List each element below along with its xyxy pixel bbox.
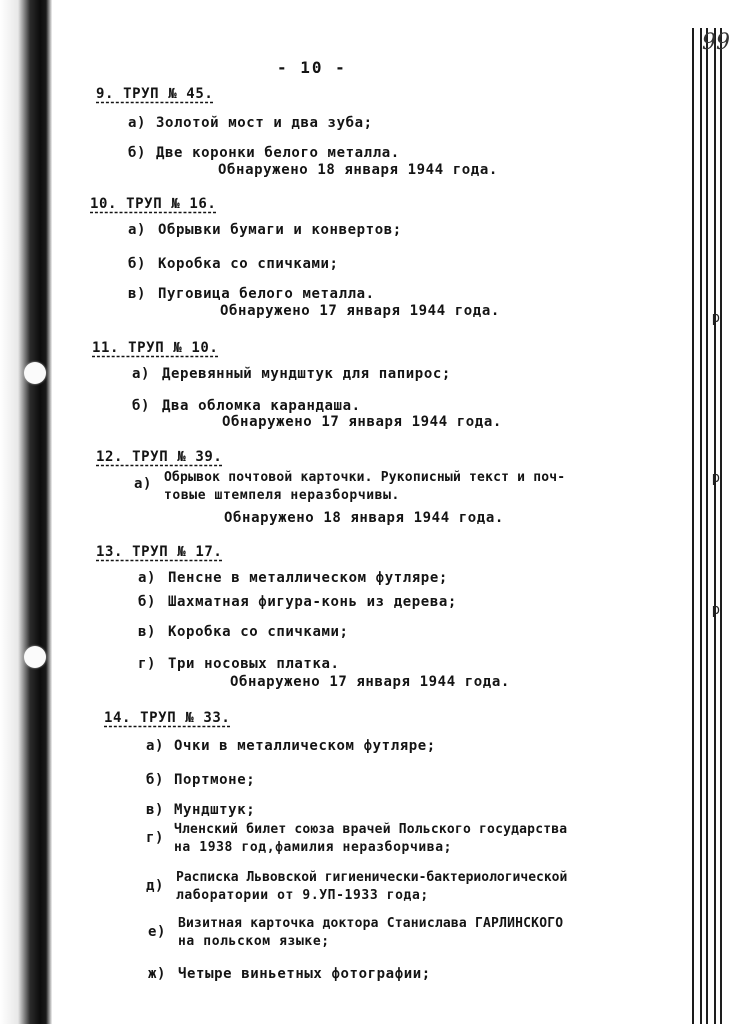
item-text: Шахматная фигура-конь из дерева;	[168, 594, 457, 610]
found-date: Обнаружено 18 января 1944 года.	[218, 162, 498, 178]
item-label: б)	[132, 398, 151, 414]
item-text: Пенсне в металлическом футляре;	[168, 570, 448, 586]
item-label: б)	[138, 594, 157, 610]
found-date: Обнаружено 17 января 1944 года.	[230, 674, 510, 690]
item-label: е)	[148, 924, 167, 940]
item-text: Четыре виньетных фотографии;	[178, 966, 431, 982]
item-label: г)	[146, 830, 165, 846]
item-text: Обрывок почтовой карточки. Рукописный текст и поч-	[164, 470, 566, 485]
item-text: Коробка со спичками;	[158, 256, 339, 272]
edge-mark: р	[711, 470, 720, 486]
item-text: Коробка со спичками;	[168, 624, 349, 640]
item-text-continued: на польском языке;	[178, 934, 330, 949]
found-date: Обнаружено 17 января 1944 года.	[222, 414, 502, 430]
item-text: Портмоне;	[174, 772, 256, 788]
archive-page-number: 99	[702, 30, 730, 55]
item-text: Обрывки бумаги и конвертов;	[158, 222, 402, 238]
item-label: а)	[146, 738, 165, 754]
item-label: а)	[138, 570, 157, 586]
item-label: б)	[128, 256, 147, 272]
item-label: а)	[132, 366, 151, 382]
item-label: в)	[138, 624, 157, 640]
item-text: Два обломка карандаша.	[162, 398, 361, 414]
item-text-continued: лаборатории от 9.УП-1933 года;	[176, 888, 429, 903]
section-heading: 9. ТРУП № 45.	[96, 86, 214, 102]
item-label: ж)	[148, 966, 167, 982]
item-label: а)	[134, 476, 153, 492]
item-text-continued: на 1938 год,фамилия неразборчива;	[174, 840, 453, 855]
item-label: в)	[146, 802, 165, 818]
section-heading: 14. ТРУП № 33.	[104, 710, 231, 726]
item-text: Деревянный мундштук для папирос;	[162, 366, 451, 382]
section-heading: 12. ТРУП № 39.	[96, 449, 223, 465]
item-label: д)	[146, 878, 165, 894]
item-label: г)	[138, 656, 157, 672]
edge-mark: р	[711, 310, 720, 326]
item-label: а)	[128, 222, 147, 238]
punch-hole	[24, 646, 46, 668]
item-text: Две коронки белого металла.	[156, 145, 400, 161]
found-date: Обнаружено 18 января 1944 года.	[224, 510, 504, 526]
item-label: б)	[128, 145, 147, 161]
section-heading: 13. ТРУП № 17.	[96, 544, 223, 560]
item-label: а)	[128, 115, 147, 131]
item-label: б)	[146, 772, 165, 788]
punch-hole	[24, 362, 46, 384]
item-text: Три носовых платка.	[168, 656, 340, 672]
item-text: Очки в металлическом футляре;	[174, 738, 436, 754]
underlying-pages-edge	[692, 28, 742, 1024]
item-text: Мундштук;	[174, 802, 256, 818]
item-text: Расписка Львовской гигиенически-бактериологической	[176, 870, 568, 885]
section-heading: 11. ТРУП № 10.	[92, 340, 219, 356]
page-number: - 10 -	[277, 58, 347, 77]
item-text-continued: товые штемпеля неразборчивы.	[164, 488, 400, 503]
item-text: Визитная карточка доктора Станислава ГАРЛИНСКОГО	[178, 916, 564, 931]
item-text: Пуговица белого металла.	[158, 286, 375, 302]
item-text: Золотой мост и два зуба;	[156, 115, 373, 131]
found-date: Обнаружено 17 января 1944 года.	[220, 303, 500, 319]
item-label: в)	[128, 286, 147, 302]
item-text: Членский билет союза врачей Польского государства	[174, 822, 568, 837]
edge-mark: р	[711, 602, 720, 618]
binder-spine	[0, 0, 52, 1024]
section-heading: 10. ТРУП № 16.	[90, 196, 217, 212]
